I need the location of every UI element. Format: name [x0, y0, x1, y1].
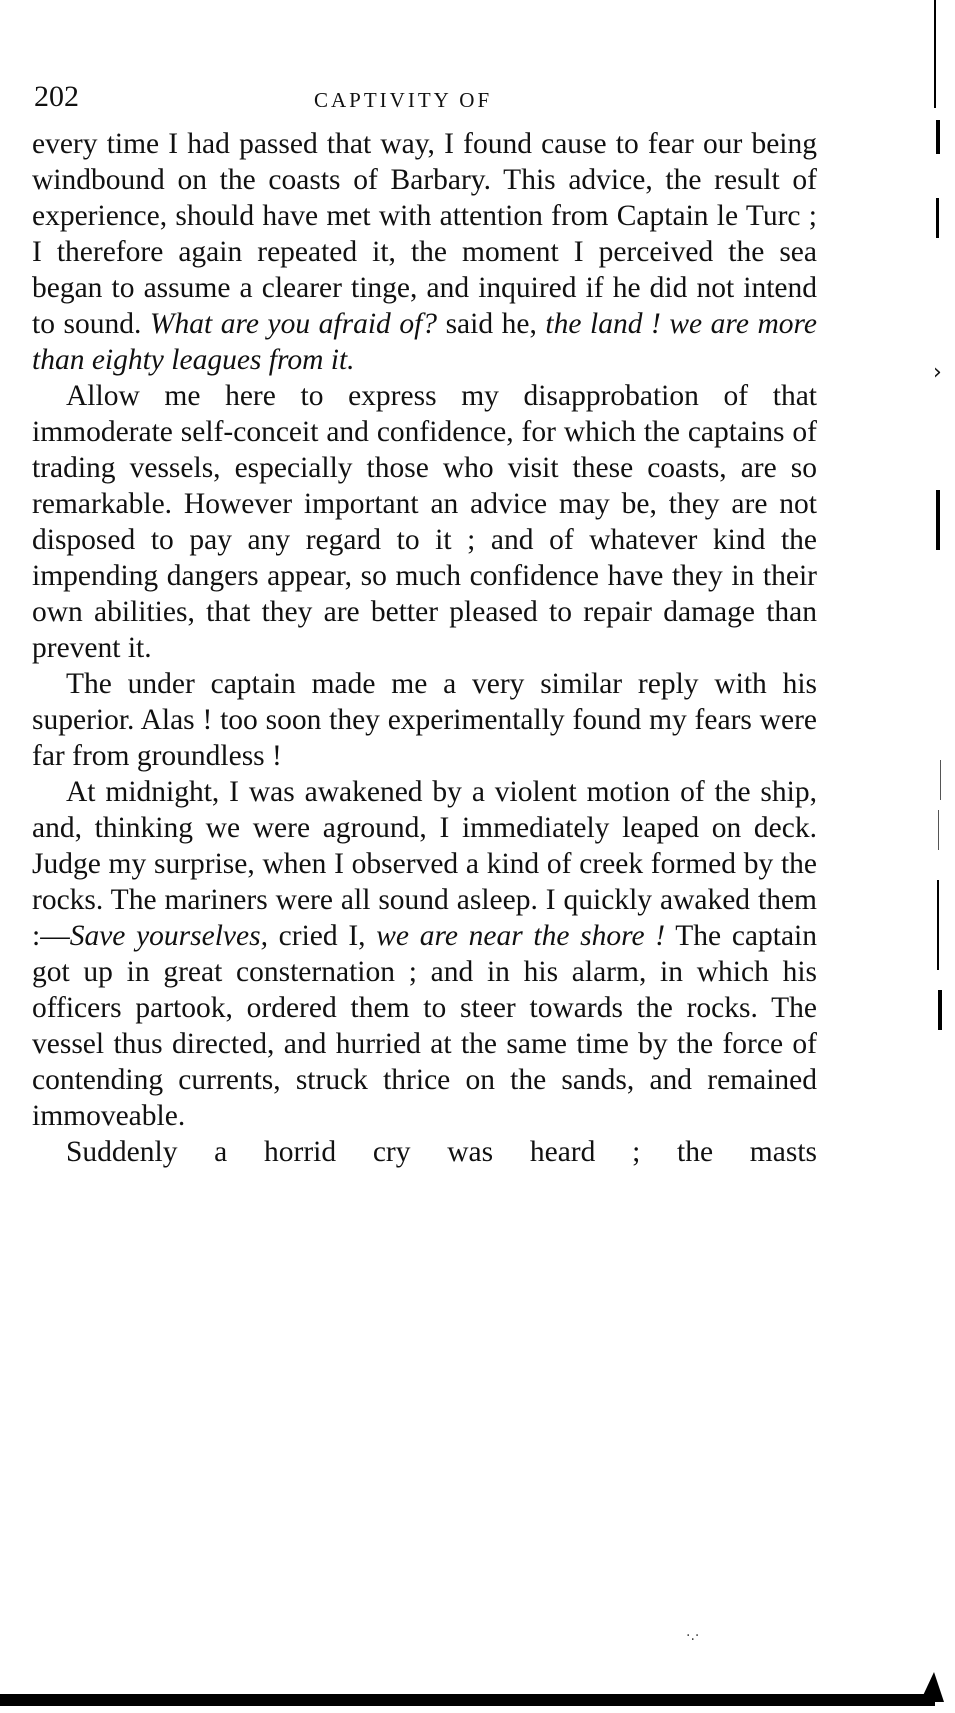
page-header [34, 80, 814, 120]
italic-segment: we are near the shore ! [376, 920, 666, 952]
paragraph [32, 666, 817, 774]
paragraph [32, 774, 817, 1134]
scan-speck: ·.· [686, 1628, 700, 1644]
scan-bottom-border [0, 1694, 935, 1706]
running-title: CAPTIVITY OF [314, 88, 493, 112]
text-segment: every time I had passed that way, I found cause to fear our being windbound on the coasts of Barbary. This advice, the result of experience, should have met with attention from Captain le Turc ; I therefore again repeated it, the moment I perceived the sea began to assume a clearer tinge, and inquired if he did not intend to sound. [32, 128, 817, 340]
binding-edge-mark [936, 490, 940, 550]
paragraph [32, 1134, 817, 1170]
binding-edge-mark [938, 810, 939, 850]
text-segment: cried I, [267, 920, 377, 952]
paragraph [32, 126, 817, 378]
binding-edge-mark [936, 198, 939, 238]
binding-edge-mark [940, 760, 941, 800]
body-text [32, 126, 817, 1170]
page-number: 202 [34, 80, 79, 113]
italic-segment: the land ! we are more than eighty leagues from it. [32, 308, 817, 376]
italic-segment: Save yourselves, [69, 920, 268, 952]
binding-edge-mark [934, 0, 936, 108]
text-segment: At midnight, I was awakened by a violent motion of the ship, and, thinking we were aground, I immediately leaped on deck. Judge my surprise, when I observed a kind of creek formed by the rocks. The mariners were all sound asleep. I quickly awaked them :— [32, 776, 817, 952]
binding-edge-mark [938, 990, 942, 1030]
binding-edge-mark [937, 880, 939, 970]
binding-edge-mark [936, 120, 940, 154]
chevron-right-icon: › [933, 360, 942, 385]
text-segment: said he, [437, 308, 546, 340]
text-segment: Suddenly a horrid cry was heard ; the masts [66, 1136, 817, 1168]
italic-segment: What are you afraid of? [149, 308, 438, 340]
paragraph [32, 378, 817, 666]
text-segment: The captain got up in great consternation ; and in his alarm, in which his officers partook, ordered them to steer towards the rocks. The vessel thus directed, and hurried at the same time by the force of contending currents, struck thrice on the sands, and remained immoveable. [32, 920, 818, 1132]
text-segment: Allow me here to express my disapprobation of that immoderate self-conceit and confidence, for which the captains of trading vessels, especially those who visit these coasts, are so remarkable. However important an advice may be, they are not disposed to pay any regard to it ; and of whatever kind the impending dangers appear, so much confidence have they in their own abilities, that they are better pleased to repair damage than prevent it. [32, 380, 817, 664]
text-segment: The under captain made me a very similar reply with his superior. Alas ! too soon they experimentally found my fears were far from groundless ! [32, 668, 817, 772]
